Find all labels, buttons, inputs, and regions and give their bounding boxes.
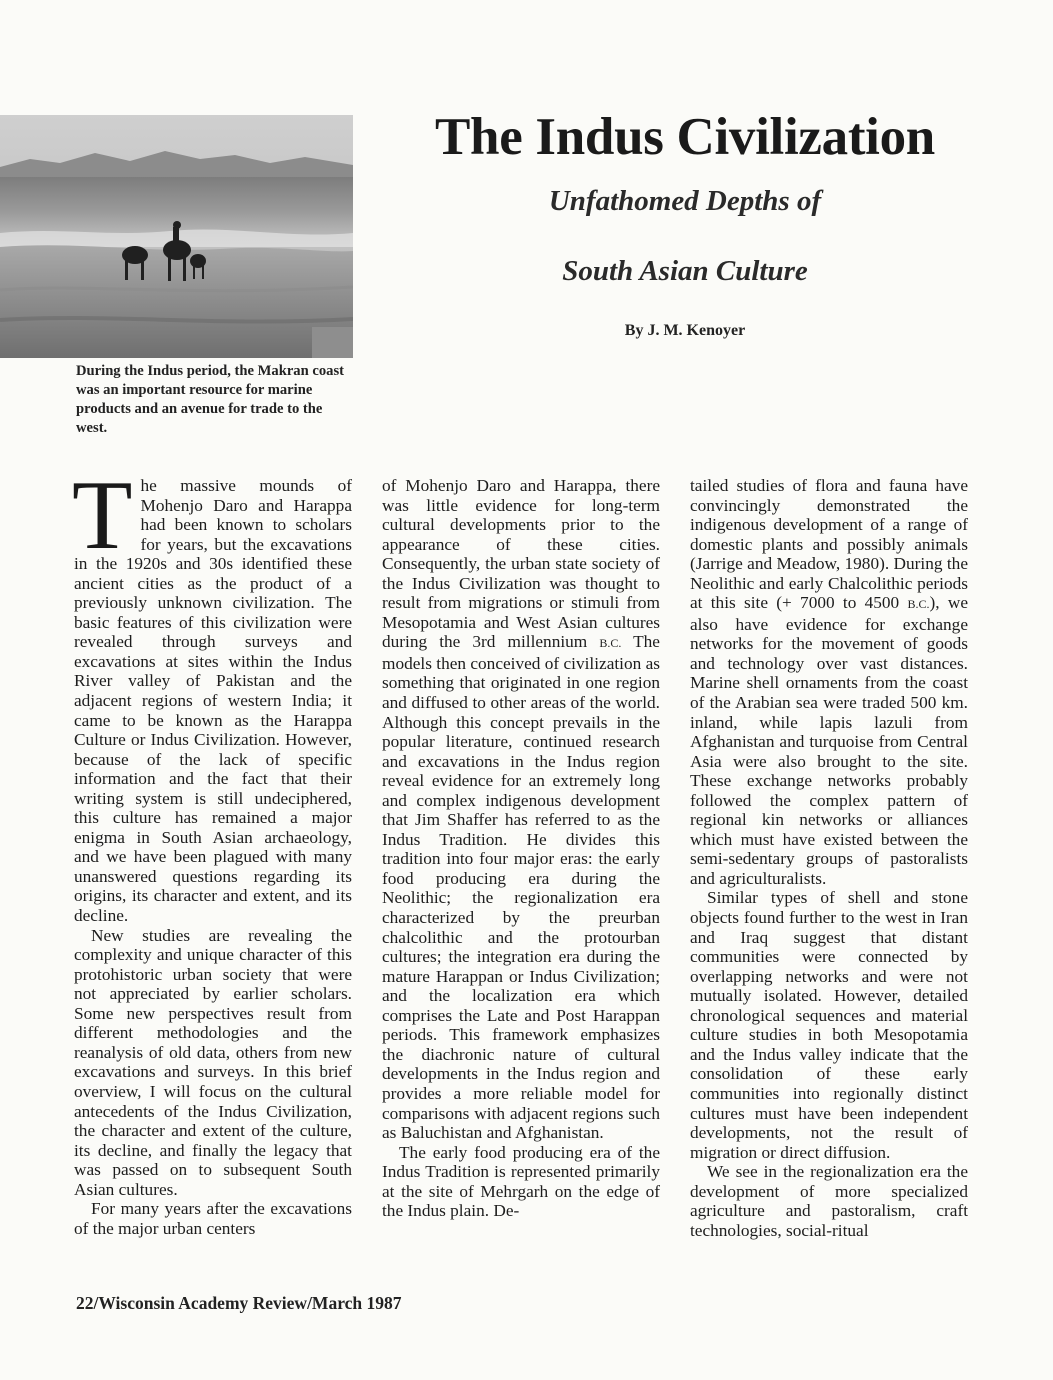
- paragraph: [690, 476, 968, 888]
- paragraph-text: tailed studies of flora and fauna have convincingly demonstrated the indigenous development of a range of domestic plants and possibly animals (Jarrige and Meadow, 1980). During the Neolithic and early Chalcolithic periods at this site (+ 7000 to 4500: [690, 476, 968, 613]
- paragraph: Similar types of shell and stone objects found further to the west in Iran and Iraq suggest that distant communities were connected by overlapping networks and were not mutually isolated. However, detailed chronological sequences and material culture studies in both Mesopotamia and the Indus valley indicate that the consolidation of these early communities into regionally distinct cultures must have been independent developments, not the result of migration or direct diffusion.: [690, 888, 968, 1162]
- article-subtitle-line-2: South Asian Culture: [562, 255, 808, 287]
- paragraph: The early food producing era of the Indus Tradition is represented primarily at the site of Mehrgarh on the edge of the Indus plain. De-: [382, 1142, 660, 1221]
- column-3: [690, 476, 968, 1240]
- paragraph-text: The models then conceived of civilization as something that originated in one region and diffused to other areas of the world. Although this concept prevails in the popular literature, continued research and excavations in the Indus region reveal evidence for an extremely long and complex indigenous development that Jim Shaffer has referred to as the Indus Tradition. He divides this tradition into four major eras: the early food producing era during the Neolithic; the regionalization era characterized by the preurban chalcolithic and the protourban cultures; the integration era during the mature Harappan or Indus Civilization; and the localization era which comprises the Late and Post Harappan periods. This framework emphasizes the diachronic nature of cultural developments in the Indus region and provides a more reliable model for comparisons with adjacent regions such as Baluchistan and Afghanistan.: [382, 632, 660, 1143]
- paragraph: We see in the regionalization era the development of more specialized agriculture and pastoralism, craft technologies, social-ritual: [690, 1162, 968, 1240]
- paragraph: For many years after the excavations of the major urban centers: [74, 1199, 352, 1238]
- photo-caption: During the Indus period, the Makran coast was an important resource for marine products and an avenue for trade to the west.: [76, 363, 344, 436]
- paragraph: New studies are revealing the complexity and unique character of this protohistoric urban society that were not appreciated by earlier scholars. Some new perspectives result from different methodologies and the reanalysis of old data, others from new excavations and surveys. In this brief overview, I will focus on the cultural antecedents of the Indus Civilization, the character and extent of the culture, its decline, and finally the legacy that was passed on to subsequent South Asian cultures.: [74, 925, 352, 1199]
- article-title: The Indus Civilization: [435, 108, 935, 166]
- paragraph: [72, 461, 352, 926]
- paragraph-text: of Mohenjo Daro and Harappa, there was little evidence for long-term cultural developments prior to the appearance of these cities. Consequently, the urban state society of the Indus Civilization was thought to result from migrations or stimuli from Mesopotamia and West Asian cultures during the 3rd millennium: [382, 476, 660, 652]
- column-2: [382, 476, 660, 1221]
- drop-cap: T: [72, 461, 133, 570]
- paragraph-text: ), we also have evidence for exchange networks for the movement of goods and technology over vast distances. Marine shell ornaments from the coast of the Arabian sea were traded 500 km. inland, while lapis lazuli from Afghanistan and turquoise from Central Asia were also brought to the site. These exchange networks probably followed the complex pattern of regional kin networks or alliances which must have existed between the semi-sedentary groups of pastoralists and agriculturalists.: [690, 593, 968, 888]
- era-abbreviation: B.C.: [907, 597, 930, 612]
- column-1: [72, 461, 352, 1238]
- makran-coast-photo: [0, 115, 353, 358]
- page-folio: 22/Wisconsin Academy Review/March 1987: [76, 1293, 402, 1313]
- era-abbreviation: B.C.: [599, 636, 622, 651]
- paragraph: [382, 476, 660, 1143]
- article-subtitle-line-1: Unfathomed Depths of: [548, 185, 822, 217]
- photo-image: [0, 115, 353, 358]
- byline: By J. M. Kenoyer: [624, 322, 746, 339]
- paragraph-text: he massive mounds of Mohenjo Daro and Harappa had been known to scholars for years, but the excavations in the 1920s and 30s identified these ancient cities as the product of a previously unknown civilization. The basic features of this civilization were revealed through surveys and excavations at sites within the Indus River valley of Pakistan and the adjacent regions of western India; it came to be known as the Harappa Culture or Indus Civilization. However, because of the lack of specific information and the fact that their writing system is still undeciphered, this culture has remained a major enigma in South Asian archaeology, and we have been plagued with many unanswered questions regarding its origins, its character and extent, and its decline.: [74, 476, 352, 926]
